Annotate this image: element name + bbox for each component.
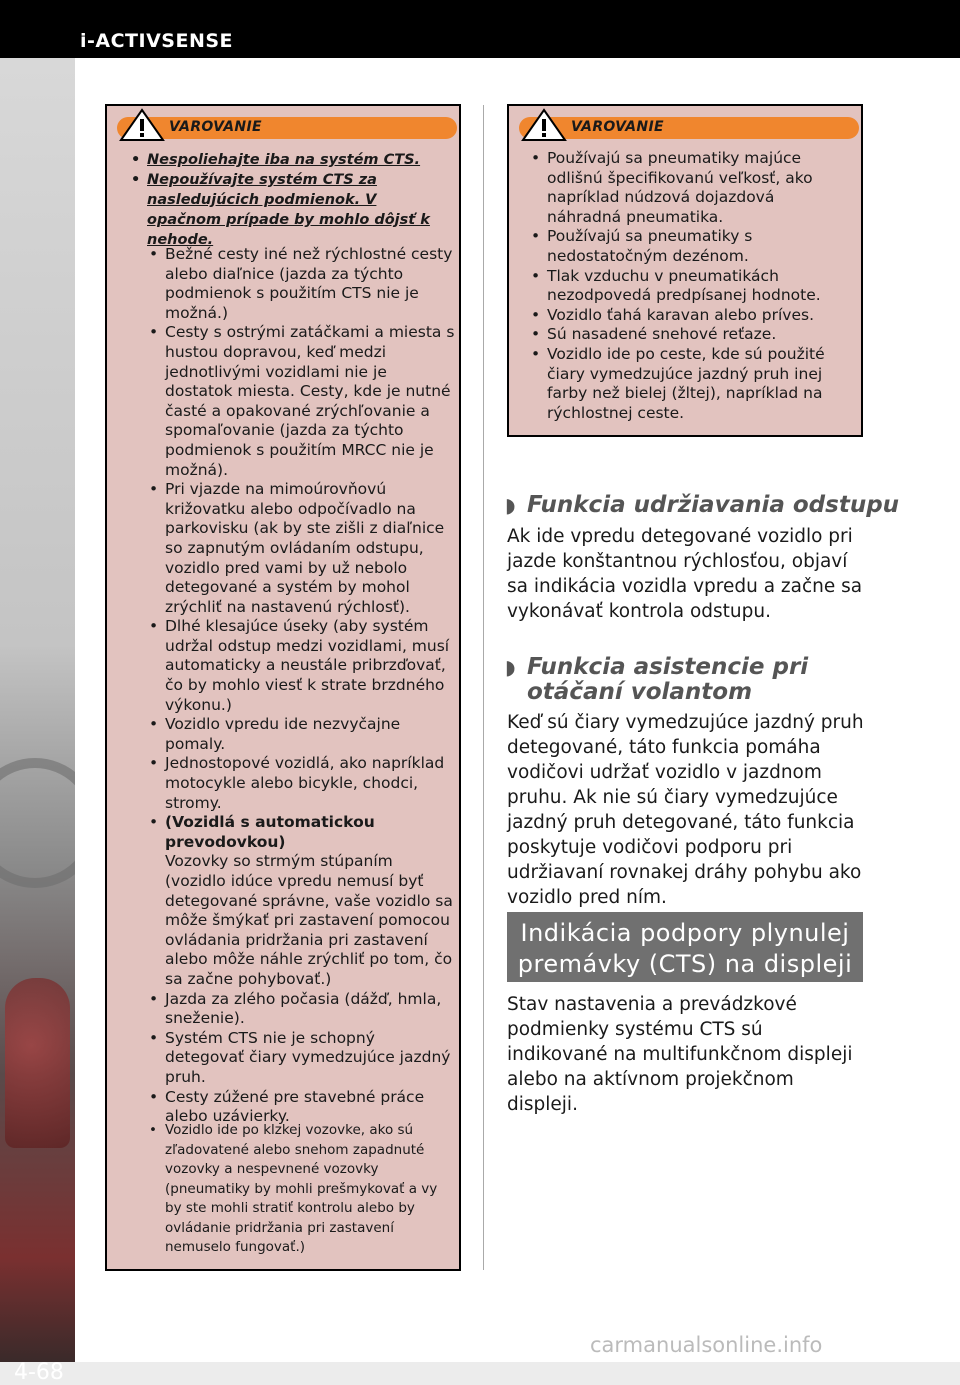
list-item: • Používajú sa pneumatiky s nedostatočným dezénom. bbox=[529, 227, 849, 266]
section-title: Indikácia podpory plynulej premávky (CTS) na displeji bbox=[517, 919, 853, 978]
warning-label: VAROVANIE bbox=[571, 119, 664, 135]
section-text: Stav nastavenia a prevádzkové podmienky systému CTS sú indikované na multifunkčnom displeji alebo na aktívnom projekčnom displeji. bbox=[507, 994, 853, 1115]
section-heading: ◗ Funkcia udržiavania odstupu bbox=[505, 492, 900, 518]
list-item: • Vozidlo ťahá karavan alebo príves. bbox=[529, 306, 849, 326]
column-divider bbox=[483, 105, 484, 1270]
section-text: Keď sú čiary vymedzujúce jazdný pruh detegované, táto funkcia pomáha vodičovi udržať vozidlo v jazdnom pruhu. Ak nie sú čiary vymedzujúce jazdný pruh detegované, táto funkcia poskytuje vodičovi podporu pri udržiavaní rovnakej dráhy pohybu ako vozidlo pred ním. bbox=[507, 712, 864, 908]
section-title-box bbox=[507, 912, 863, 982]
list-item: • Dlhé klesajúce úseky (aby systém udržal odstup medzi vozidlami, musí automaticky a neustále pribrzďovať, čo by mohlo viesť k strate brzdného výkonu.) bbox=[147, 617, 455, 715]
conditions-list-small bbox=[147, 1121, 455, 1258]
warning-box-right bbox=[507, 104, 863, 437]
list-item: • Jednostopové vozidlá, ako napríklad motocykle alebo bicykle, chodci, stromy. bbox=[147, 754, 455, 813]
watermark: carmanualsonline.info bbox=[590, 1333, 823, 1357]
list-item: • Jazda za zlého počasia (dážď, hmla, sneženie). bbox=[147, 990, 455, 1029]
warning-triangle-icon bbox=[119, 108, 165, 142]
warning-header bbox=[117, 117, 457, 139]
warning-key-list bbox=[129, 150, 455, 250]
list-item: • Sú nasadené snehové reťaze. bbox=[529, 325, 849, 345]
side-photo-strip bbox=[0, 58, 75, 1385]
warning-triangle-icon bbox=[521, 108, 567, 142]
section-text: Ak ide vpredu detegované vozidlo pri jazde konštantnou rýchlosťou, objaví sa indikácia vozidla vpredu a začne sa vykonávať kontrola odstupu. bbox=[507, 526, 863, 622]
section-arrow-icon: ◗ bbox=[505, 655, 516, 679]
conditions-list bbox=[147, 245, 455, 1127]
list-item: • Vozidlo vpredu ide nezvyčajne pomaly. bbox=[147, 715, 455, 754]
list-item: • Pri vjazde na mimoúrovňovú križovatku alebo odpočívadlo na parkovisku (ak by ste zišli z diaľnice so zapnutým ovládaním odstupu, vozidlo pred vami by už nebolo detegované a systém by mohol zrýchliť na nastavenú rýchlosť). bbox=[147, 480, 455, 617]
list-item: • Používajú sa pneumatiky majúce odlišnú špecifikovanú veľkosť, ako napríklad núdzová dojazdová náhradná pneumatika. bbox=[529, 149, 849, 227]
chapter-title: i-ACTIVSENSE bbox=[80, 30, 234, 52]
page-number: 4-68 bbox=[14, 1360, 64, 1385]
warning-label: VAROVANIE bbox=[169, 119, 262, 135]
list-item: • Tlak vzduchu v pneumatikách nezodpovedá predpísanej hodnote. bbox=[529, 267, 849, 306]
auto-trans-text: Vozovky so strmým stúpaním (vozidlo idúce vpredu nemusí byť detegované správne, vaše vozidlo sa môže šmýkať pri zastavení pomocou ovládania pridržania pri zastavení alebo môže náhle zrýchliť po tom, čo sa začne pohybovať.) bbox=[165, 852, 453, 988]
warning-header bbox=[519, 117, 859, 139]
warning-box-left bbox=[105, 104, 461, 1271]
list-item: • Nepoužívajte systém CTS za nasledujúcich podmienok. V opačnom prípade by mohlo dôjsť k nehode. bbox=[129, 170, 455, 250]
list-item: • Systém CTS nie je schopný detegovať čiary vymedzujúce jazdný pruh. bbox=[147, 1029, 455, 1088]
section-arrow-icon: ◗ bbox=[505, 493, 516, 517]
list-item: • Cesty s ostrými zatáčkami a miesta s hustou dopravou, keď medzi jednotlivými vozidlami nie je dostatok miesta. Cesty, kde je nutné časté a opakované zrýchľovanie a spomaľovanie (jazda za týchto podmienok s použitím MRCC nie je možná). bbox=[147, 323, 455, 480]
auto-trans-title: (Vozidlá s automatickou prevodovkou) bbox=[165, 813, 375, 851]
section-heading: ◗ Funkcia asistencie pri otáčaní volantom bbox=[505, 654, 809, 705]
tire-conditions-list bbox=[529, 149, 849, 423]
list-item: • Nespoliehajte iba na systém CTS. bbox=[129, 150, 455, 170]
header-bar bbox=[0, 0, 960, 58]
list-item: • Cesty zúžené pre stavebné práce alebo uzávierky. bbox=[147, 1088, 455, 1127]
list-item: • Bežné cesty iné než rýchlostné cesty alebo diaľnice (jazda za týchto podmienok s použitím CTS nie je možná.) bbox=[147, 245, 455, 323]
list-item: • Vozidlo ide po ceste, kde sú použité čiary vymedzujúce jazdný pruh inej farby než bielej (žltej), napríklad na rýchlostnej ceste. bbox=[529, 345, 849, 423]
seat-photo bbox=[5, 978, 70, 1148]
list-item: • Vozidlo ide po klzkej vozovke, ako sú zľadovatené alebo snehom zapadnuté vozovky a nespevnené vozovky (pneumatiky by mohli prešmykovať a vy by ste mohli stratiť kontrolu alebo by ovládanie pridržania pri zastavení nemuselo fungovať.) bbox=[147, 1121, 455, 1258]
list-item bbox=[147, 813, 455, 989]
